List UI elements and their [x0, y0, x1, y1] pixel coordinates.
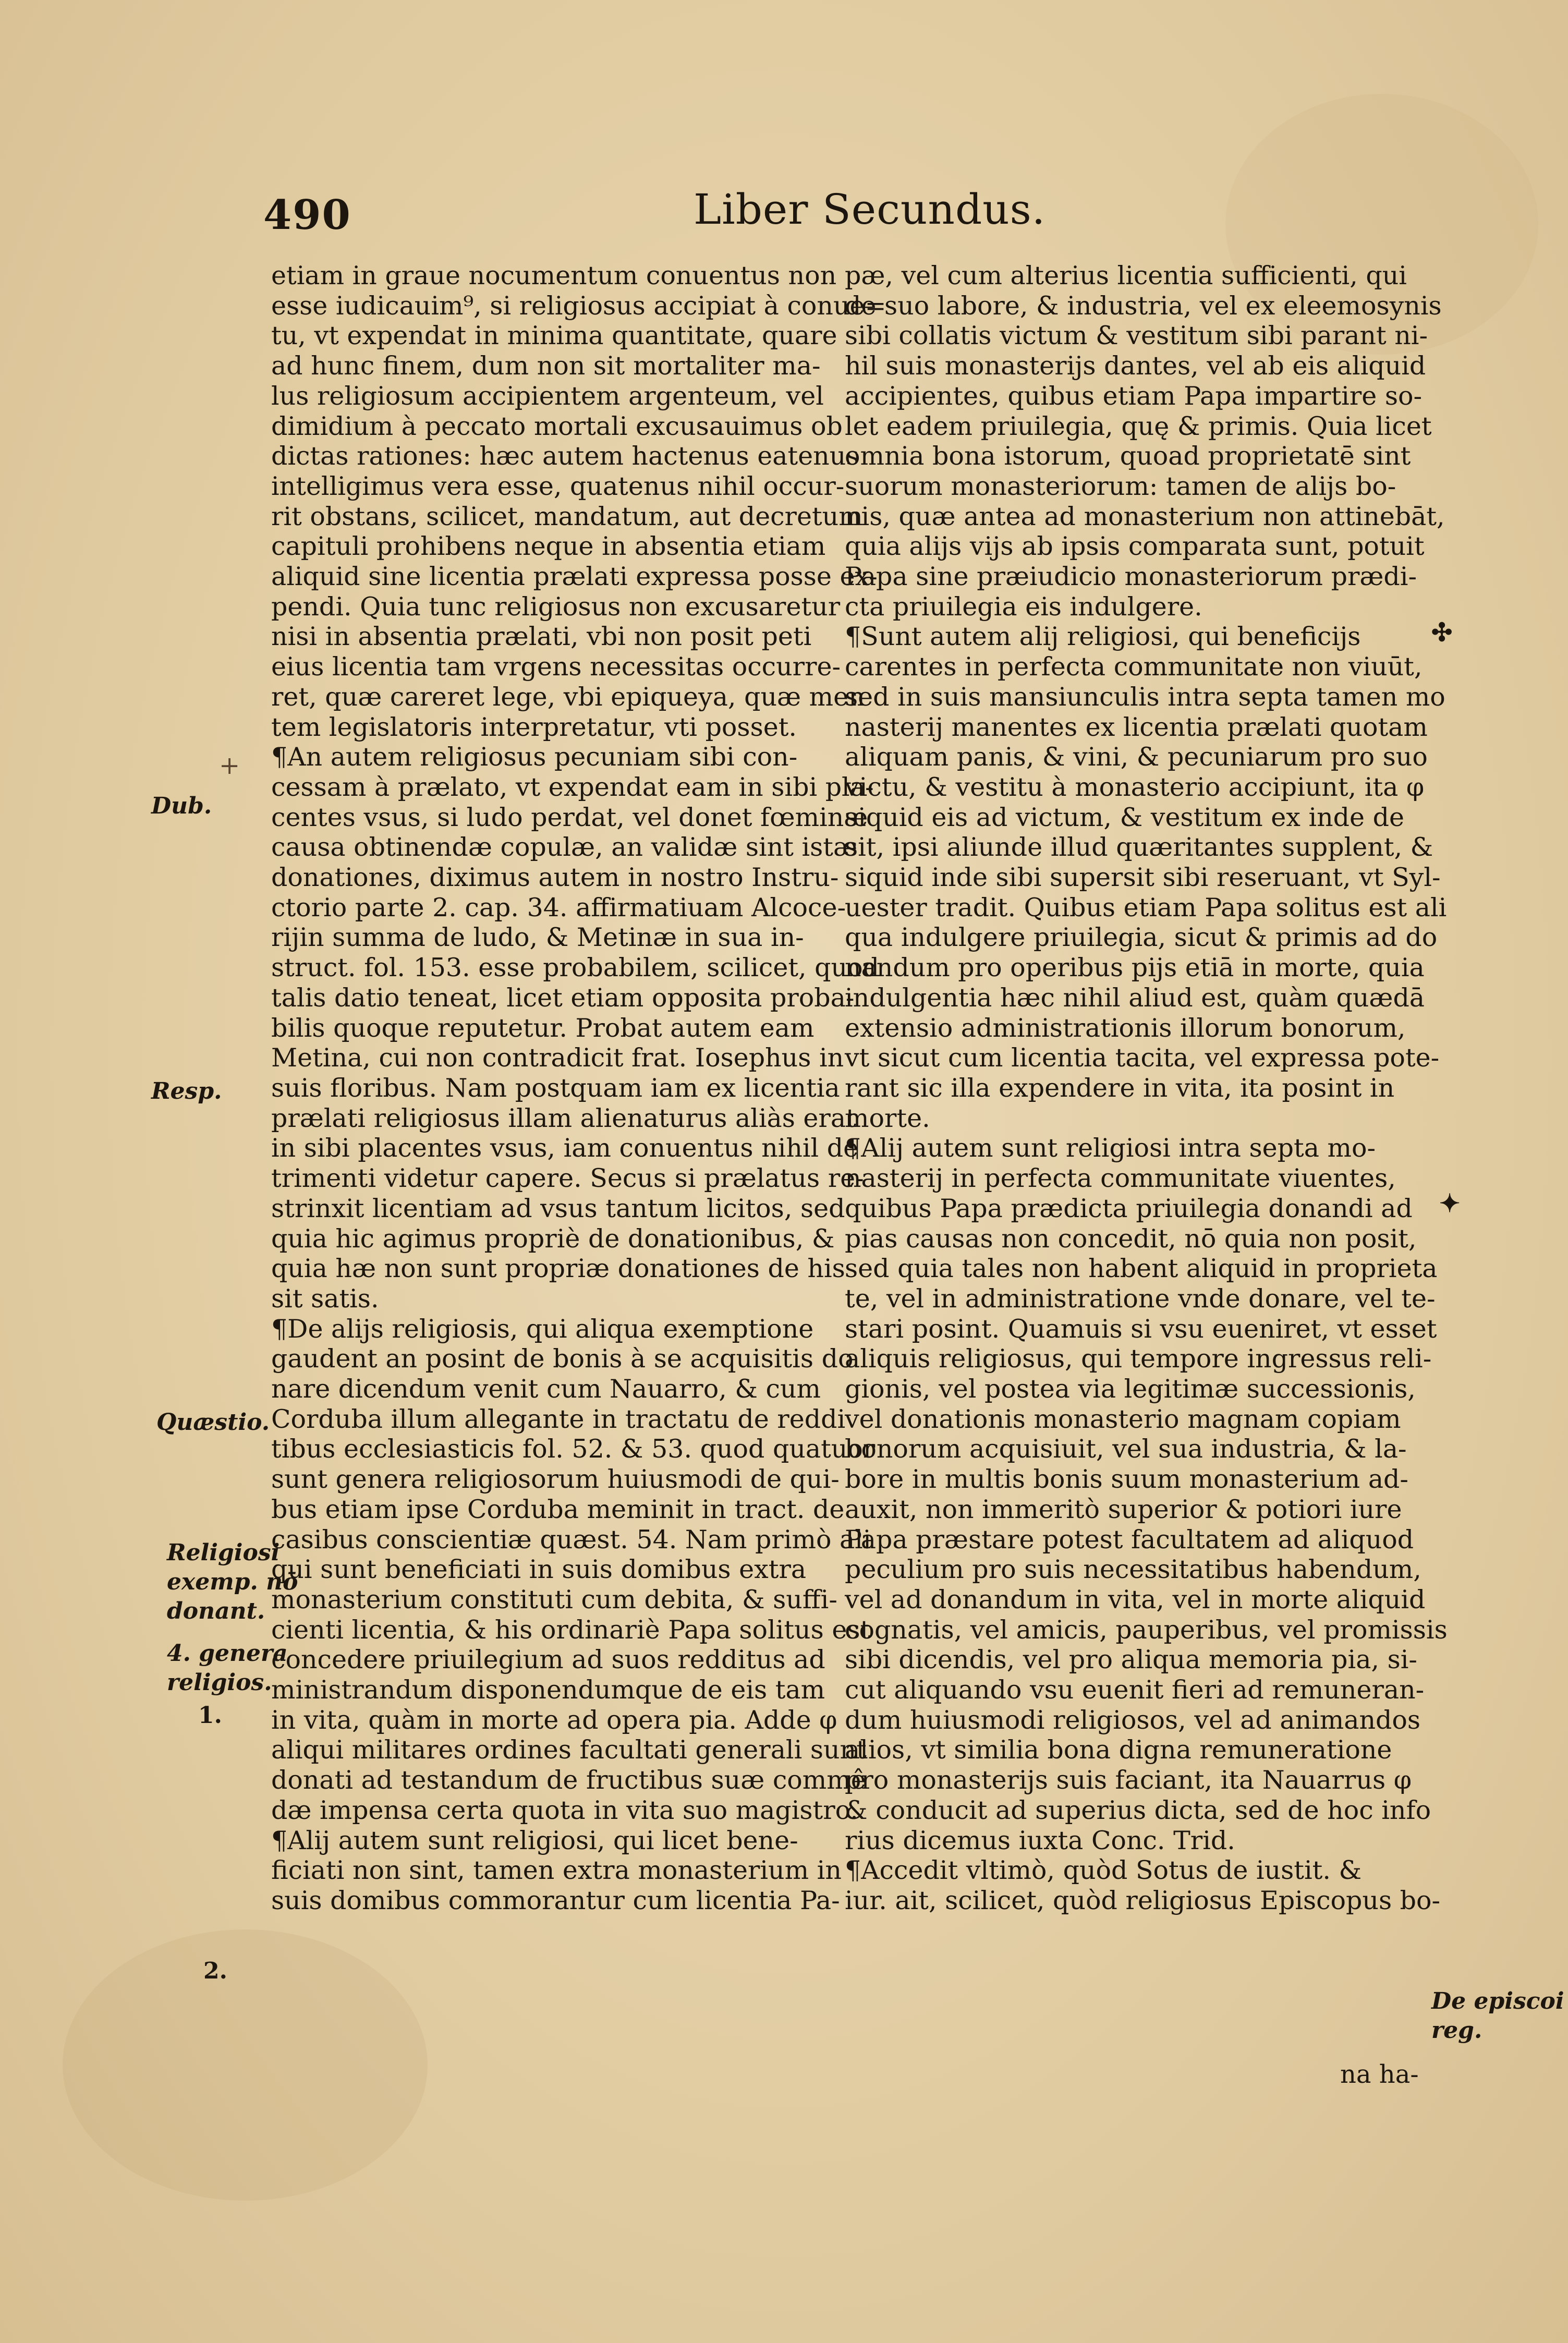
text-line: tu, vt expendat in minima quantitate, quare — [271, 321, 837, 351]
text-line: bore in multis bonis suum monasterium ad- — [845, 1464, 1408, 1495]
text-line: sibi collatis victum & vestitum sibi parant ni- — [845, 321, 1428, 351]
text-line: aliquis religiosus, qui tempore ingressus reli- — [845, 1344, 1432, 1374]
text-line: rant sic illa expendere in vita, ita posint in — [845, 1073, 1395, 1103]
text-line: cognatis, vel amicis, pauperibus, vel promissis — [845, 1614, 1448, 1645]
text-line: eius licentia tam vrgens necessitas occurre- — [271, 652, 841, 682]
text-line: indulgentia hæc nihil aliud est, quàm quædā — [845, 982, 1425, 1013]
text-line: de suo labore, & industria, vel ex eleemosynis — [845, 290, 1442, 321]
text-line: donationes, diximus autem in nostro Instru- — [271, 863, 839, 893]
text-line: prælati religiosus illam alienaturus aliàs erat — [271, 1103, 856, 1133]
text-line: pendi. Quia tunc religiosus non excusaretur — [271, 591, 841, 622]
text-line: aliqui militares ordines facultati generali sunt — [271, 1735, 867, 1765]
text-line: extensio administrationis illorum bonorum, — [845, 1013, 1406, 1043]
text-line: ¶An autem religiosus pecuniam sibi con- — [271, 742, 798, 772]
text-line: Papa sine præiudicio monasteriorum prædi- — [845, 562, 1417, 592]
text-line: sunt genera religiosorum huiusmodi de qui- — [271, 1464, 840, 1495]
margin-note-number: 1. — [198, 1702, 222, 1729]
text-line: trimenti videtur capere. Secus si prælatus re- — [271, 1163, 864, 1194]
text-line: sed in suis mansiunculis intra septa tamen mo — [845, 682, 1445, 712]
text-line: suis domibus commorantur cum licentia Pa- — [271, 1885, 840, 1915]
text-line: aliquid sine licentia prælati expressa posse ex- — [271, 562, 878, 592]
text-line: tem legislatoris interpretatur, vti posset. — [271, 712, 797, 742]
text-line: intelligimus vera esse, quatenus nihil occur- — [271, 471, 845, 501]
text-line: nisi in absentia prælati, vbi non posit peti — [271, 622, 812, 652]
text-line: ficiati non sint, tamen extra monasterium in — [271, 1855, 842, 1886]
margin-note-episcopi: reg. — [1431, 2017, 1482, 2044]
text-line: vt sicut cum licentia tacita, vel expressa pote- — [845, 1043, 1440, 1073]
text-line: dimidium à peccato mortali excusauimus ob — [271, 411, 843, 441]
text-line: etiam in graue nocumentum conuentus non — [271, 261, 837, 290]
text-line: vel ad donandum in vita, vel in morte aliquid — [845, 1584, 1426, 1614]
text-line: donati ad testandum de fructibus suæ commê — [271, 1765, 866, 1795]
text-line: ministrandum disponendumque de eis tam — [271, 1675, 825, 1705]
text-line: sed quia tales non habent aliquid in proprieta — [845, 1254, 1438, 1284]
text-line: sit, ipsi aliunde illud quæritantes supplent, & — [845, 832, 1433, 863]
text-line: dictas rationes: hæc autem hactenus eatenus — [271, 441, 859, 471]
text-line: accipientes, quibus etiam Papa impartire so- — [845, 381, 1423, 411]
margin-note-genera: religios. — [167, 1669, 272, 1696]
text-line: morte. — [845, 1103, 930, 1133]
paper-stain — [63, 1929, 428, 2201]
text-line: esse iudicauim⁹, si religiosus accipiat à conue= — [271, 290, 886, 321]
text-line: quia hæ non sunt propriæ donationes de his — [271, 1254, 845, 1284]
text-line: cessam à prælato, vt expendat eam in sibi pla- — [271, 772, 874, 802]
text-line: concedere priuilegium ad suos redditus ad — [271, 1645, 825, 1675]
text-line: Corduba illum allegante in tractatu de reddi — [271, 1404, 846, 1434]
page-number: 490 — [263, 191, 351, 239]
text-line: siquid inde sibi supersit sibi reseruant, vt Syl- — [845, 863, 1441, 893]
margin-note-genera: 4. genera — [167, 1640, 288, 1667]
text-line: in sibi placentes vsus, iam conuentus nihil de — [271, 1133, 859, 1163]
text-line: dæ impensa certa quota in vita suo magistro. — [271, 1795, 858, 1825]
text-line: pias causas non concedit, nō quia non posit, — [845, 1223, 1417, 1254]
margin-note-episcopi: De episcoi — [1431, 1988, 1564, 2014]
text-line: nis, quæ antea ad monasterium non attinebāt, — [845, 501, 1445, 531]
text-line: tibus ecclesiasticis fol. 52. & 53. quod quatuor — [271, 1434, 876, 1464]
text-line: nasterij manentes ex licentia prælati quotam — [845, 712, 1428, 742]
margin-note-resp: Resp. — [151, 1078, 222, 1104]
text-line: casibus conscientiæ quæst. 54. Nam primò ali — [271, 1524, 871, 1555]
text-line: let eadem priuilegia, quę & primis. Quia licet — [845, 411, 1432, 441]
text-line: in vita, quàm in morte ad opera pia. Adde φ — [271, 1705, 837, 1735]
margin-note-number: 2. — [203, 1958, 227, 1984]
text-line: bus etiam ipse Corduba meminit in tract. de — [271, 1494, 845, 1524]
margin-note-religiosi: donant. — [167, 1598, 265, 1624]
text-line: gionis, vel postea via legitimæ successionis, — [845, 1374, 1416, 1404]
text-line: nandum pro operibus pijs etiā in morte, quia — [845, 953, 1425, 983]
margin-note-religiosi: Religiosi — [167, 1539, 280, 1566]
text-line: rius dicemus iuxta Conc. Trid. — [845, 1825, 1235, 1855]
text-line: monasterium constituti cum debita, & suffi- — [271, 1584, 837, 1614]
text-line: nasterij in perfecta communitate viuentes, — [845, 1163, 1396, 1194]
text-line: bilis quoque reputetur. Probat autem eam — [271, 1013, 815, 1043]
text-line: lus religiosum accipientem argenteum, vel — [271, 381, 824, 411]
text-line: carentes in perfecta communitate non viuūt, — [845, 652, 1423, 682]
text-line: ¶Accedit vltimò, quòd Sotus de iustit. & — [845, 1855, 1362, 1886]
text-line: sit satis. — [271, 1283, 379, 1314]
text-line: strinxit licentiam ad vsus tantum licitos, sed — [271, 1193, 845, 1223]
margin-note-religiosi: exemp. nō — [167, 1569, 298, 1595]
text-line: peculium pro suis necessitatibus habendum, — [845, 1555, 1421, 1585]
text-line: pro monasterijs suis faciant, ita Nauarrus φ — [845, 1765, 1412, 1795]
text-line: aliquam panis, & vini, & pecuniarum pro suo — [845, 742, 1428, 772]
text-line: siquid eis ad victum, & vestitum ex inde de — [845, 802, 1404, 832]
text-line: capituli prohibens neque in absentia etiam — [271, 531, 826, 562]
text-line: hil suis monasterijs dantes, vel ab eis aliquid — [845, 351, 1426, 381]
text-line: nare dicendum venit cum Nauarro, & cum — [271, 1374, 821, 1404]
text-line: ctorio parte 2. cap. 34. affirmatiuam Alcoce- — [271, 892, 846, 922]
text-line: causa obtinendæ copulæ, an validæ sint istæ — [271, 832, 858, 863]
text-line: cut aliquando vsu euenit fieri ad remuneran- — [845, 1675, 1425, 1705]
text-line: talis datio teneat, licet etiam opposita proba- — [271, 982, 855, 1013]
text-line: suorum monasteriorum: tamen de alijs bo- — [845, 471, 1396, 501]
margin-note-dub: Dub. — [151, 793, 212, 819]
text-line: struct. fol. 153. esse probabilem, scilicet, quod — [271, 953, 879, 983]
text-line: uester tradit. Quibus etiam Papa solitus est ali — [845, 892, 1447, 922]
text-line: ¶De alijs religiosis, qui aliqua exemptione — [271, 1314, 814, 1344]
text-line: vel donationis monasterio magnam copiam — [845, 1404, 1401, 1434]
text-line: cienti licentia, & his ordinariè Papa solitus est — [271, 1614, 871, 1645]
text-line: victu, & vestitu à monasterio accipiunt, ita φ — [845, 772, 1425, 802]
text-line: pæ, vel cum alterius licentia sufficienti, qui — [845, 261, 1407, 290]
text-line: ad hunc finem, dum non sit mortaliter ma- — [271, 351, 821, 381]
text-line: centes vsus, si ludo perdat, vel donet fœminæ — [271, 802, 868, 832]
margin-note-quaestio: Quæstio. — [156, 1409, 270, 1436]
text-line: & conducit ad superius dicta, sed de hoc info — [845, 1795, 1431, 1825]
text-line: cta priuilegia eis indulgere. — [845, 591, 1202, 622]
right-text-column — [845, 261, 1448, 1916]
text-line: quia hic agimus propriè de donationibus, & — [271, 1223, 835, 1254]
text-line: rijin summa de ludo, & Metinæ in sua in- — [271, 922, 804, 953]
text-line: stari posint. Quamuis si vsu eueniret, vt esset — [845, 1314, 1437, 1344]
catchword: na ha- — [1340, 2060, 1419, 2089]
text-line: te, vel in administratione vnde donare, vel te- — [845, 1283, 1436, 1314]
printer-mark-icon: + — [219, 751, 240, 780]
printer-mark-icon: ✣ — [1431, 618, 1453, 647]
text-line: ¶Sunt autem alij religiosi, qui beneficijs — [845, 622, 1361, 652]
text-line: omnia bona istorum, quoad proprietatē sint — [845, 441, 1411, 471]
text-line: ¶Alij autem sunt religiosi intra septa mo- — [845, 1133, 1376, 1163]
text-line: Metina, cui non contradicit frat. Iosephus in — [271, 1043, 844, 1073]
text-line: Papa præstare potest facultatem ad aliquod — [845, 1524, 1414, 1555]
text-line: ¶Alij autem sunt religiosi, qui licet bene- — [271, 1825, 798, 1855]
text-line: quia alijs vijs ab ipsis comparata sunt, potuit — [845, 531, 1425, 562]
text-line: iur. ait, scilicet, quòd religiosus Episcopus bo- — [845, 1885, 1441, 1915]
printer-mark-icon: ✦ — [1439, 1189, 1461, 1218]
text-line: qua indulgere priuilegia, sicut & primis ad do — [845, 922, 1438, 953]
text-line: auxit, non immeritò superior & potiori iure — [845, 1494, 1402, 1524]
running-title: Liber Secundus. — [694, 185, 1046, 234]
text-line: suis floribus. Nam postquam iam ex licentia — [271, 1073, 840, 1103]
text-line: gaudent an posint de bonis à se acquisitis do — [271, 1344, 854, 1374]
left-text-column — [271, 261, 886, 1916]
text-line: sibi dicendis, vel pro aliqua memoria pia, si- — [845, 1645, 1417, 1675]
text-line: ret, quæ careret lege, vbi epiqueya, quæ men — [271, 682, 865, 712]
text-line: alios, vt similia bona digna remuneratione — [845, 1735, 1392, 1765]
text-line: dum huiusmodi religiosos, vel ad animandos — [845, 1705, 1421, 1735]
text-line: rit obstans, scilicet, mandatum, aut decretum — [271, 501, 863, 531]
text-line: qui sunt beneficiati in suis domibus extra — [271, 1555, 807, 1585]
page-header — [0, 185, 1568, 242]
text-line: bonorum acquisiuit, vel sua industria, & la- — [845, 1434, 1407, 1464]
text-line: quibus Papa prædicta priuilegia donandi ad — [845, 1193, 1413, 1223]
